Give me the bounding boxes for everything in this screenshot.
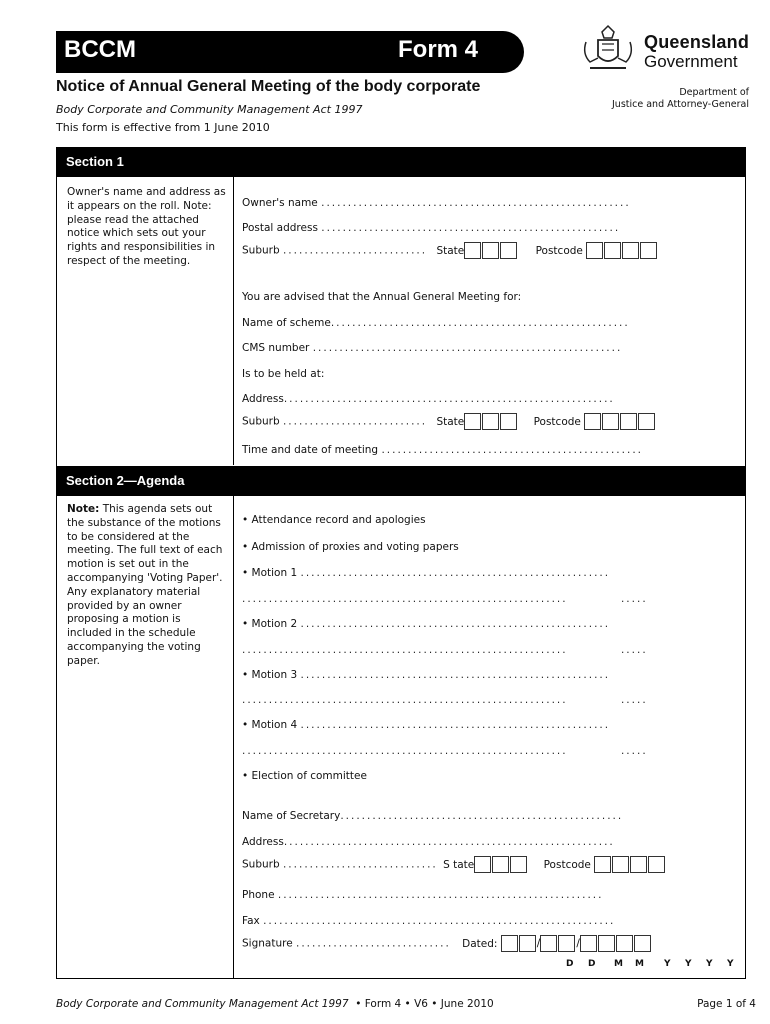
- footer-info: • Form 4 • V6 • June 2010: [355, 998, 494, 1010]
- meeting-suburb-row: [242, 413, 656, 430]
- government-wordmark: Government: [644, 52, 738, 71]
- date-caption-y2: Y: [685, 959, 692, 969]
- motion-3-field[interactable]: • Motion 3 ..........................................................: [242, 669, 611, 681]
- note-text: This agenda sets out the substance of the motions to be considered at the meeting. The full text of each motion is set out in the accompanying 'Voting Paper'. Any explanatory material provided by an owner proposing a motion is included in the schedule accompanying the voting paper.: [67, 503, 223, 667]
- cms-label: CMS number: [242, 342, 310, 354]
- footer-act-name: Body Corporate and Community Management Act 1997: [56, 998, 349, 1010]
- department-name: [612, 87, 749, 111]
- secretary-state-boxes[interactable]: [474, 859, 528, 871]
- secretary-name-field[interactable]: Name of Secretary.....................................................: [242, 810, 624, 822]
- motion-4-label: • Motion 4: [242, 719, 298, 731]
- agenda-attendance: • Attendance record and apologies: [242, 514, 426, 526]
- date-month-boxes[interactable]: [540, 938, 576, 950]
- date-year-boxes[interactable]: [580, 938, 652, 950]
- motion-2-field[interactable]: • Motion 2 ..........................................................: [242, 618, 611, 630]
- section-2-note: [67, 503, 227, 669]
- motion-2-line-2[interactable]: ............................................................. .....: [242, 644, 648, 656]
- date-caption-y3: Y: [706, 959, 713, 969]
- meeting-address-label: Address: [242, 393, 284, 405]
- secretary-postcode-boxes[interactable]: [594, 859, 666, 871]
- act-name: Body Corporate and Community Management Act 1997: [56, 103, 363, 116]
- page-number: Page 1 of 4: [697, 998, 756, 1010]
- meeting-suburb-field[interactable]: ...........................: [282, 415, 428, 428]
- held-at-text: Is to be held at:: [242, 368, 325, 380]
- form-number: Form 4: [398, 36, 479, 63]
- motion-4-line-2[interactable]: ............................................................. .....: [242, 745, 648, 757]
- form-banner: [56, 31, 524, 73]
- signature-label: Signature: [242, 937, 293, 950]
- fax-label: Fax: [242, 915, 260, 927]
- state-label: State: [436, 244, 465, 257]
- motion-2-label: • Motion 2: [242, 618, 298, 630]
- time-date-label: Time and date of meeting: [242, 444, 379, 456]
- fax-field[interactable]: Fax ..................................................................: [242, 915, 616, 927]
- form-code: BCCM: [64, 36, 136, 63]
- note-label: Note:: [67, 503, 100, 515]
- meeting-suburb-label: Suburb: [242, 415, 280, 428]
- footer-act: [56, 998, 494, 1010]
- dept-line-1: Department of: [679, 87, 749, 98]
- postcode-label: Postcode: [535, 244, 583, 257]
- secretary-address-label: Address: [242, 836, 284, 848]
- postal-address-field[interactable]: Postal address ........................................................: [242, 222, 621, 234]
- meeting-state-label: State: [436, 415, 465, 428]
- suburb-label: Suburb: [242, 244, 280, 257]
- postal-address-label: Postal address: [242, 222, 318, 234]
- motion-1-label: • Motion 1: [242, 567, 298, 579]
- agenda-election: • Election of committee: [242, 770, 367, 782]
- date-caption-d2: D: [588, 959, 596, 969]
- queensland-crest-icon: [578, 22, 638, 78]
- agenda-proxies: • Admission of proxies and voting papers: [242, 541, 459, 553]
- date-caption-y4: Y: [727, 959, 734, 969]
- signature-field[interactable]: .............................: [296, 937, 451, 950]
- signature-row: Signature ............................. Dated: / /: [242, 935, 652, 952]
- motion-1-field[interactable]: • Motion 1 ..........................................................: [242, 567, 611, 579]
- suburb-field[interactable]: ...........................: [282, 244, 428, 257]
- state-boxes[interactable]: [464, 245, 518, 257]
- dept-line-2: Justice and Attorney-General: [612, 99, 749, 110]
- owners-name-field[interactable]: Owner's name ..........................................................: [242, 197, 631, 209]
- secretary-suburb-row: [242, 856, 666, 873]
- owners-name-label: Owner's name: [242, 197, 318, 209]
- meeting-postcode-label: Postcode: [533, 415, 581, 428]
- scheme-label: Name of scheme: [242, 317, 331, 329]
- cms-number-field[interactable]: CMS number ..........................................................: [242, 342, 623, 354]
- section-2-heading: Section 2—Agenda: [56, 466, 746, 496]
- section-2-divider: [233, 496, 234, 979]
- suburb-state-postcode-row: [242, 242, 658, 259]
- meeting-address-field[interactable]: Address..............................................................: [242, 393, 615, 405]
- postcode-boxes[interactable]: [586, 245, 658, 257]
- secretary-suburb-label: Suburb: [242, 858, 280, 871]
- date-day-boxes[interactable]: [501, 938, 537, 950]
- section-1-divider: [233, 177, 234, 465]
- date-caption-d1: D: [566, 959, 574, 969]
- section-1-heading: Section 1: [56, 147, 746, 177]
- motion-4-field[interactable]: • Motion 4 ..........................................................: [242, 719, 611, 731]
- phone-field[interactable]: Phone .............................................................: [242, 889, 604, 901]
- secretary-suburb-field[interactable]: .............................: [282, 858, 438, 871]
- meeting-state-boxes[interactable]: [464, 416, 518, 428]
- date-caption-m2: M: [635, 959, 644, 969]
- secretary-address-field[interactable]: Address..............................................................: [242, 836, 615, 848]
- advised-text: You are advised that the Annual General Meeting for:: [242, 291, 522, 303]
- page-title: Notice of Annual General Meeting of the body corporate: [56, 78, 481, 95]
- time-date-field[interactable]: Time and date of meeting .................................................: [242, 444, 643, 456]
- date-caption-y1: Y: [664, 959, 671, 969]
- secretary-label: Name of Secretary: [242, 810, 341, 822]
- date-caption-m1: M: [614, 959, 623, 969]
- motion-3-line-2[interactable]: ............................................................. .....: [242, 694, 648, 706]
- scheme-name-field[interactable]: Name of scheme........................................................: [242, 317, 630, 329]
- effective-date: This form is effective from 1 June 2010: [56, 121, 270, 134]
- secretary-postcode-label: Postcode: [543, 858, 591, 871]
- motion-1-line-2[interactable]: ............................................................. .....: [242, 593, 648, 605]
- queensland-wordmark: Queensland: [644, 32, 750, 52]
- secretary-state-label: S tate: [443, 858, 475, 871]
- dated-label: Dated:: [462, 937, 498, 950]
- meeting-postcode-boxes[interactable]: [584, 416, 656, 428]
- motion-3-label: • Motion 3: [242, 669, 298, 681]
- section-1-note: Owner's name and address as it appears on the roll. Note: please read the attached notice which sets out your rights and responsibilities in respect of the meeting.: [67, 186, 226, 267]
- phone-label: Phone: [242, 889, 275, 901]
